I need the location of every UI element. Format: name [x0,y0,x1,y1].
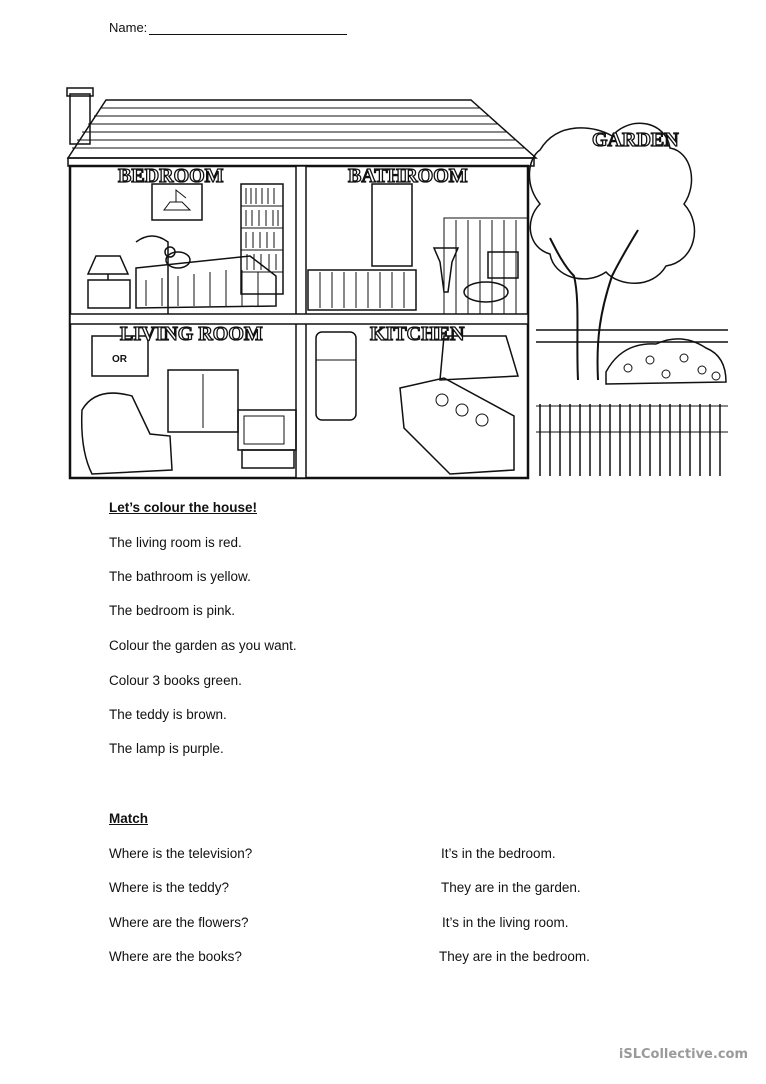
bed-headboard [136,236,168,314]
living-room-label: LIVING ROOM [120,323,263,345]
match-question: Where is the teddy? [109,880,230,895]
roof [68,100,536,158]
sink [434,248,458,292]
bed [136,256,276,308]
colour-sentence: The living room is red. [109,535,242,550]
colour-section-heading: Let’s colour the house! [109,500,258,515]
flower-bush [606,339,726,384]
toilet-bowl [464,282,508,302]
match-question: Where are the flowers? [109,915,249,930]
bathtub [308,270,416,310]
bedside-table [88,280,130,308]
colour-sentence: Colour 3 books green. [109,673,242,688]
chimney [70,94,90,144]
bathroom-door [372,184,412,266]
match-answer: They are in the bedroom. [439,949,590,964]
stove [400,378,514,474]
match-answer: It’s in the living room. [442,915,569,930]
match-question: Where is the television? [109,846,253,861]
armchair [82,393,172,474]
lamp-shade [88,256,128,274]
colour-sentence: Colour the garden as you want. [109,638,297,653]
living-room-sign-text: OR [112,354,127,365]
fridge [316,332,356,420]
match-answer: They are in the garden. [441,880,581,895]
match-answer: It’s in the bedroom. [441,846,556,861]
tree-trunk [550,238,578,380]
match-question: Where are the books? [109,949,242,964]
garden-wall [536,330,728,342]
colour-sentence: The bathroom is yellow. [109,569,251,584]
bathroom-label: BATHROOM [348,165,468,187]
match-section-heading: Match [109,811,149,826]
name-label: Name: [109,20,148,35]
picket-fence [540,404,720,476]
bathroom-tiles [444,218,528,314]
house-illustration [66,80,728,482]
bedroom-label: BEDROOM [118,165,224,187]
chimney-top [67,88,93,96]
teddy [166,252,190,268]
site-watermark: iSLCollective.com [618,1047,748,1062]
tv-stand [242,450,294,468]
name-write-line[interactable] [149,21,347,35]
colour-sentence: The lamp is purple. [109,741,224,756]
garden-label: GARDEN [592,129,679,151]
name-field [109,20,347,35]
colour-sentence: The bedroom is pink. [109,603,236,618]
colour-sentence: The teddy is brown. [109,707,227,722]
kitchen-label: KITCHEN [370,323,465,345]
